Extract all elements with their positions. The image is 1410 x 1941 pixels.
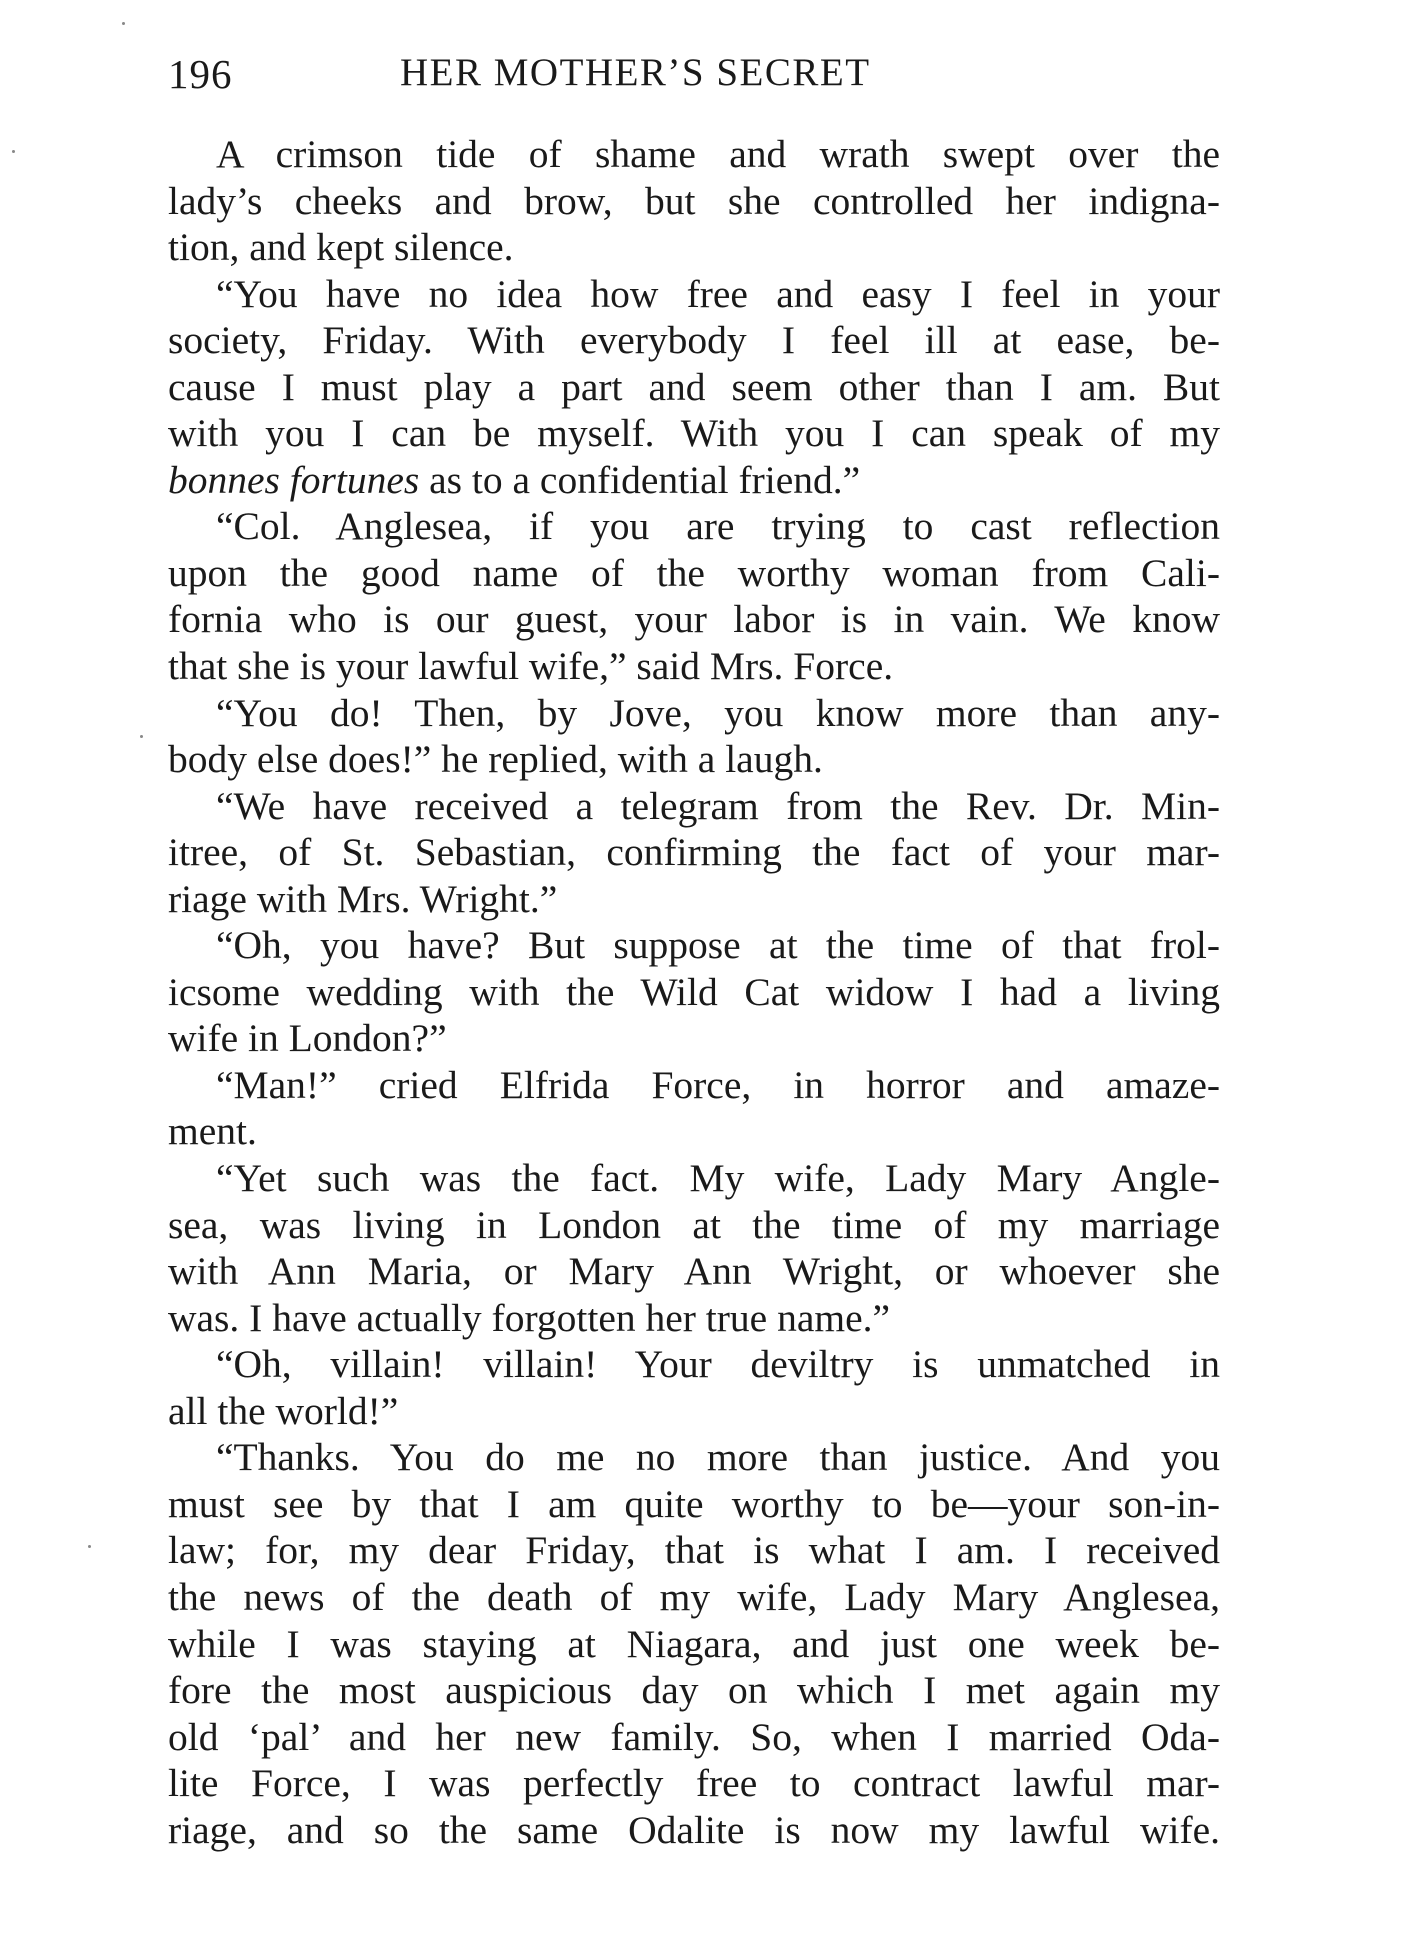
- text-line: [168, 503, 1220, 550]
- text-line: [168, 1015, 1220, 1062]
- line-text: riage with Mrs. Wright.”: [168, 876, 558, 921]
- line-text: riage, and so the same Odalite is now my lawful wife.: [168, 1807, 1220, 1852]
- italic-phrase: bonnes fortunes: [168, 457, 420, 502]
- text-line: [168, 1388, 1220, 1435]
- text-line: [168, 364, 1220, 411]
- text-line: [168, 178, 1220, 225]
- line-text: law; for, my dear Friday, that is what I am. I received: [168, 1528, 1220, 1573]
- text-line: [168, 1621, 1220, 1668]
- page-number: 196: [168, 51, 233, 97]
- line-text: must see by that I am quite worthy to be—your son-in-: [168, 1481, 1220, 1526]
- text-line: [168, 457, 1220, 504]
- line-text: A crimson tide of shame and wrath swept over the: [216, 132, 1220, 176]
- line-text: body else does!” he replied, with a laugh.: [168, 737, 823, 782]
- text-line: [168, 922, 1220, 969]
- line-text: tion, and kept silence.: [168, 225, 514, 270]
- text-line: [168, 1481, 1220, 1528]
- text-line: [168, 1760, 1220, 1807]
- text-line: [168, 876, 1220, 923]
- text-line: [168, 736, 1220, 783]
- line-text: with Ann Maria, or Mary Ann Wright, or whoever she: [168, 1249, 1220, 1294]
- running-title: HER MOTHER’S SECRET: [400, 51, 871, 94]
- line-text: fornia who is our guest, your labor is in vain. We know: [168, 597, 1220, 642]
- line-text: lite Force, I was perfectly free to contract lawful mar-: [168, 1761, 1220, 1806]
- line-text: all the world!”: [168, 1388, 399, 1433]
- line-text: “You do! Then, by Jove, you know more than any-: [216, 690, 1220, 735]
- text-line: [168, 783, 1220, 830]
- text-line: [168, 1341, 1220, 1388]
- text-line: [168, 1062, 1220, 1109]
- line-text: ment.: [168, 1109, 257, 1154]
- line-text: society, Friday. With everybody I feel ill at ease, be-: [168, 318, 1220, 363]
- text-line: [168, 829, 1220, 876]
- text-line: [168, 550, 1220, 597]
- text-line: [168, 1108, 1220, 1155]
- paper-speck: [12, 150, 15, 153]
- paper-speck: [88, 1545, 91, 1548]
- text-line: [168, 271, 1220, 318]
- line-text: old ‘pal’ and her new family. So, when I married Oda-: [168, 1714, 1220, 1759]
- line-text: “Oh, you have? But suppose at the time of that frol-: [216, 923, 1220, 968]
- line-text: “Thanks. You do me no more than justice. And you: [216, 1435, 1220, 1480]
- text-line: [168, 1527, 1220, 1574]
- line-text: cause I must play a part and seem other than I am. But: [168, 364, 1220, 409]
- text-line: [168, 1667, 1220, 1714]
- line-text: upon the good name of the worthy woman from Cali-: [168, 550, 1220, 595]
- paper-speck: [140, 735, 143, 738]
- line-text: “Col. Anglesea, if you are trying to cast reflection: [216, 504, 1220, 549]
- text-line: [168, 410, 1220, 457]
- line-text: that she is your lawful wife,” said Mrs. Force.: [168, 644, 894, 689]
- paper-speck: [122, 22, 125, 25]
- line-text: while I was staying at Niagara, and just one week be-: [168, 1621, 1220, 1666]
- body-text: [168, 131, 1220, 1853]
- line-text: “Man!” cried Elfrida Force, in horror and amaze-: [216, 1062, 1220, 1107]
- line-text: as to a confidential friend.”: [419, 457, 861, 502]
- line-text: “Yet such was the fact. My wife, Lady Mary Angle-: [216, 1156, 1220, 1201]
- text-line: [168, 317, 1220, 364]
- text-line: [168, 643, 1220, 690]
- line-text: “We have received a telegram from the Rev. Dr. Min-: [216, 783, 1220, 828]
- line-text: itree, of St. Sebastian, confirming the fact of your mar-: [168, 830, 1220, 875]
- text-line: [168, 969, 1220, 1016]
- text-line: [168, 1807, 1220, 1854]
- line-text: “You have no idea how free and easy I feel in your: [216, 271, 1220, 316]
- line-text: the news of the death of my wife, Lady Mary Anglesea,: [168, 1574, 1220, 1619]
- line-text: lady’s cheeks and brow, but she controlled her indigna-: [168, 178, 1220, 223]
- text-line: [168, 690, 1220, 737]
- line-text: fore the most auspicious day on which I met again my: [168, 1668, 1220, 1713]
- text-line: [168, 224, 1220, 271]
- text-line: [168, 1248, 1220, 1295]
- line-text: wife in London?”: [168, 1016, 447, 1061]
- line-text: was. I have actually forgotten her true name.”: [168, 1295, 891, 1340]
- line-text: with you I can be myself. With you I can speak of my: [168, 411, 1220, 456]
- text-line: [168, 1434, 1220, 1481]
- text-line: [168, 1574, 1220, 1621]
- line-text: icsome wedding with the Wild Cat widow I had a living: [168, 969, 1220, 1014]
- text-line: [168, 596, 1220, 643]
- text-line: [168, 1155, 1220, 1202]
- text-line: [168, 1295, 1220, 1342]
- line-text: sea, was living in London at the time of my marriage: [168, 1202, 1220, 1247]
- line-text: “Oh, villain! villain! Your deviltry is unmatched in: [216, 1342, 1220, 1387]
- text-line: [168, 131, 1220, 178]
- text-line: [168, 1202, 1220, 1249]
- text-line: [168, 1714, 1220, 1761]
- running-head: [168, 50, 1220, 110]
